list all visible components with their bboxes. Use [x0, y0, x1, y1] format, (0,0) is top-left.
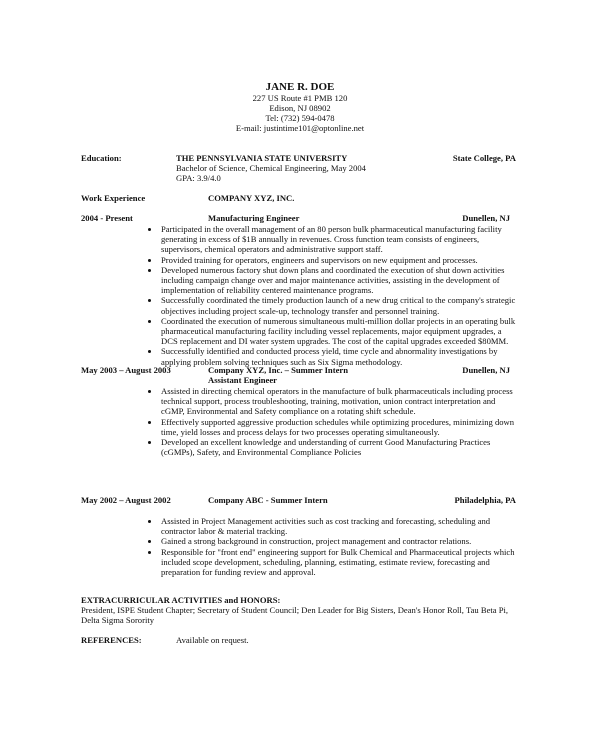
education-label: Education:	[81, 153, 122, 163]
company-name: COMPANY XYZ, INC.	[208, 193, 295, 203]
address-line-2: Edison, NJ 08902	[269, 103, 331, 113]
list-item	[148, 417, 520, 437]
extracurricular-text: President, ISPE Student Chapter; Secretary of Student Council; Den Leader for Big Sisters, Dean's Honor Roll, Tau Beta Pi, Delta Sigma Sorority	[81, 605, 509, 626]
job-subtitle: Assistant Engineer	[208, 375, 277, 385]
job-bullets	[148, 224, 520, 367]
job-bullets	[148, 516, 520, 577]
list-item	[148, 295, 520, 315]
list-item	[148, 346, 520, 366]
extracurricular-label: EXTRACURRICULAR ACTIVITIES and HONORS:	[81, 595, 281, 605]
job-dates: May 2002 – August 2002	[81, 495, 171, 505]
job-title: Manufacturing Engineer	[208, 213, 300, 223]
bullet-icon	[148, 551, 151, 554]
job-bullets	[148, 386, 520, 457]
job-location: Philadelphia, PA	[454, 495, 516, 505]
bullet-icon	[148, 228, 151, 231]
list-item	[148, 255, 520, 265]
bullet-text: Developed numerous factory shut down plans and coordinated the execution of shut down activities including campaign change over and major maintenance activities, assisting in the development of implementation of reliability centered maintenance programs.	[161, 264, 505, 296]
bullet-text: Successfully identified and conducted process yield, time cycle and abnormality investigations by applying problem solving techniques such as Six Sigma methodology.	[161, 346, 498, 367]
bullet-text: Gained a strong background in construction, project management and contractor relations.	[161, 536, 472, 547]
bullet-text: Responsible for "front end" engineering support for Bulk Chemical and Pharmaceutical projects which included scope development, scheduling, planning, estimating, estimate review, forecasting and preparation for funding review and approval.	[161, 546, 515, 578]
email: E-mail: justintime101@optonline.net	[235, 123, 365, 133]
bullet-icon	[148, 390, 151, 393]
job-location: Dunellen, NJ	[462, 213, 510, 223]
references-label: REFERENCES:	[81, 635, 142, 645]
job-dates: 2004 - Present	[81, 213, 133, 223]
address-line-1: 227 US Route #1 PMB 120	[252, 93, 348, 103]
bullet-text: Assisted in Project Management activities such as cost tracking and forecasting, scheduling and contractor labor & material tracking.	[161, 516, 491, 537]
job-location: Dunellen, NJ	[462, 365, 510, 375]
bullet-icon	[148, 269, 151, 272]
bullet-icon	[148, 520, 151, 523]
bullet-text: Participated in the overall management of an 80 person bulk pharmaceutical manufacturing facility generating in excess of $1B annually in revenues. Cross function team consists of engineers, supervisors, chemical operators and administrative support staff.	[161, 224, 502, 255]
candidate-name: JANE R. DOE	[265, 81, 335, 93]
school-location: State College, PA	[452, 153, 516, 163]
list-item	[148, 316, 520, 347]
bullet-text: Successfully coordinated the timely production launch of a new drug critical to the company's strategic objectives including project scale-up, technology transfer and personnel training.	[161, 295, 516, 316]
bullet-icon	[148, 421, 151, 424]
phone: Tel: (732) 594-0478	[265, 113, 335, 123]
bullet-icon	[148, 320, 151, 323]
list-item	[148, 386, 520, 417]
job-dates: May 2003 – August 2003	[81, 365, 171, 375]
list-item	[148, 516, 520, 536]
bullet-text: Developed an excellent knowledge and understanding of current Good Manufacturing Practices (cGMPs), Safety, and Environmental Compliance Policies	[161, 437, 491, 458]
work-experience-label: Work Experience	[81, 193, 146, 203]
job-title: Company ABC - Summer Intern	[208, 495, 328, 505]
list-item	[148, 536, 520, 546]
bullet-icon	[148, 350, 151, 353]
school-name: THE PENNSYLVANIA STATE UNIVERSITY	[176, 153, 348, 163]
bullet-icon	[148, 540, 151, 543]
list-item	[148, 547, 520, 578]
bullet-text: Effectively supported aggressive production schedules while optimizing procedures, minimizing down time, yield losses and process delays for two processes operating simultaneously.	[161, 416, 515, 437]
gpa: GPA: 3.9/4.0	[176, 173, 221, 183]
references-text: Available on request.	[176, 635, 249, 645]
bullet-icon	[148, 441, 151, 444]
bullet-icon	[148, 299, 151, 302]
bullet-icon	[148, 259, 151, 262]
list-item	[148, 224, 520, 255]
bullet-text: Assisted in directing chemical operators in the manufacture of bulk pharmaceuticals including process technical support, process troubleshooting, training, motivation, union contract interpretation and cGMP, Environmental and Safety compliance on a rotating shift schedule.	[161, 386, 513, 417]
bullet-text: Provided training for operators, engineers and supervisors on new equipment and processes.	[161, 254, 478, 265]
list-item	[148, 265, 520, 296]
degree: Bachelor of Science, Chemical Engineering, May 2004	[176, 163, 366, 173]
list-item	[148, 437, 520, 457]
job-title: Company XYZ, Inc. – Summer Intern	[208, 365, 348, 375]
bullet-text: Coordinated the execution of numerous simultaneous multi-million dollar projects in an operating bulk pharmaceutical manufacturing facility including vessel replacements, major equipment upgrades, a DCS replacement and DI water system upgrades. The cost of the capital upgrades exceeded $80MM.	[161, 315, 516, 347]
